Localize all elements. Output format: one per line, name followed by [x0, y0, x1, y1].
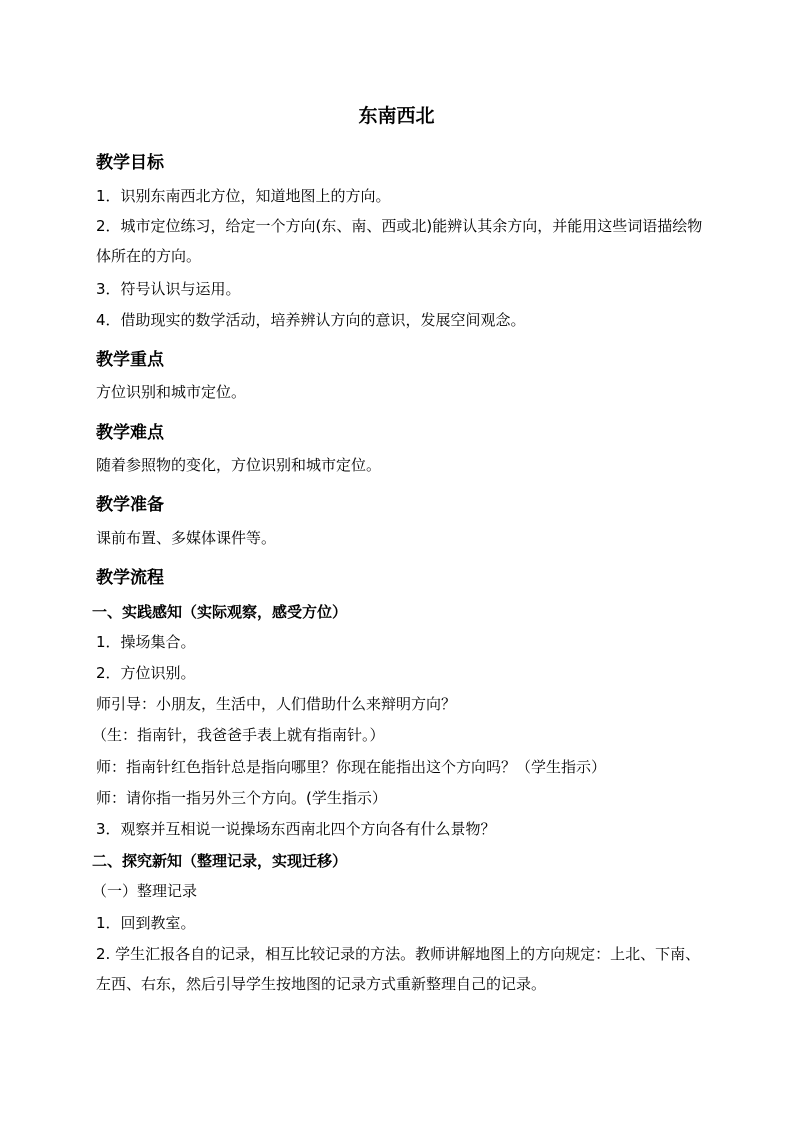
part2-heading: 二、探究新知（整理记录，实现迁移） — [92, 852, 348, 870]
heading-key-points: 教学重点 — [96, 350, 164, 370]
part1-line: 师引导：小朋友，生活中，人们借助什么来辩明方向？ — [96, 695, 457, 713]
heading-preparation: 教学准备 — [96, 495, 164, 515]
part1-heading: 一、实践感知（实际观察，感受方位） — [92, 603, 348, 621]
part1-line: 师：指南针红色指针总是指向哪里？你现在能指出这个方向吗？（学生指示） — [96, 758, 607, 776]
objective-item: 3．符号认识与运用。 — [96, 280, 241, 298]
part2-line: 2. 学生汇报各自的记录，相互比较记录的方法。教师讲解地图上的方向规定：上北、下南、左西、右东，然后引导学生按地图的记录方式重新整理自己的记录。 — [96, 945, 701, 993]
part1-line: （生：指南针，我爸爸手表上就有指南针。） — [92, 726, 385, 744]
part1-line: 3．观察并互相说一说操场东西南北四个方向各有什么景物？ — [96, 820, 496, 838]
part1-line: 2．方位识别。 — [96, 664, 196, 682]
difficulties-text: 随着参照物的变化，方位识别和城市定位。 — [96, 456, 382, 474]
heading-objectives: 教学目标 — [96, 153, 164, 173]
heading-difficulties: 教学难点 — [96, 423, 164, 443]
part2-line: 1．回到教室。 — [96, 914, 196, 932]
objective-item: 4．借助现实的数学活动，培养辨认方向的意识，发展空间观念。 — [96, 311, 526, 329]
part2-line: （一）整理记录 — [92, 882, 198, 900]
key-points-text: 方位识别和城市定位。 — [96, 383, 247, 401]
page-title: 东南西北 — [358, 105, 435, 127]
part1-line: 师：请你指一指另外三个方向。(学生指示） — [96, 789, 387, 807]
part1-line: 1．操场集合。 — [96, 633, 196, 651]
heading-process: 教学流程 — [96, 568, 164, 588]
objective-item: 2．城市定位练习，给定一个方向(东、南、西或北)能辨认其余方向，并能用这些词语描绘物体所在的方向。 — [96, 217, 703, 265]
preparation-text: 课前布置、多媒体课件等。 — [96, 529, 277, 547]
objective-item: 1．识别东南西北方位，知道地图上的方向。 — [96, 187, 391, 205]
